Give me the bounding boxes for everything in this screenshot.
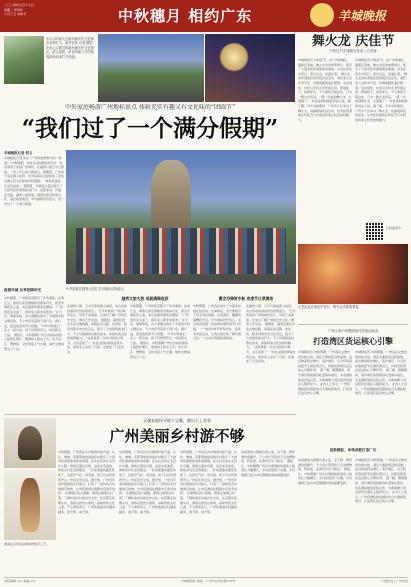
main-kicker: 中外家庭畅游广州地标景点 体验充实有趣又有文化味的“团圆节” bbox=[64, 104, 236, 111]
main-text-col4: 中秋假期，广州各区举办了丰富多彩的民俗活动。在海珠区，龙舟赛吸引了众多市民观看；在荔湾区，醒狮表演精彩纷呈。中外游客纷纷表示，在这里感受到了浓浓的中国传统节日氛围。 “广州的中秋节很有特色，有很多传统活动，让我们更好地了解中国文化。”一位来自英国的游客说。 bbox=[193, 304, 242, 341]
bottom-text-col1: 中秋假期，广州各区乡村旅游持续升温。从化、增城、花都等地的美丽乡村吸引了大批市民游客前来休闲度假。在从化区的生态设计小镇，游客们漫步田园，品尝农家美食，体验乡村生活的惬意。 “乡村游越来越受欢迎了，这里空气好、风景美，孩子们也玩得很开心。”市民张先生说。据介绍，广州近年来持续推进乡村振兴，打造了一批特色乡村旅游目的地，让市民游客在假期中有更多选择。 在增城区的小楼镇，游客们参观古村落，了解岭南乡村的历史文化；在花都区的塱头村，游客们欣赏古建筑，品味传统文化之美。不少游客表示，广州的美丽乡村越来越多，游不够、看不够。 bbox=[58, 450, 116, 514]
subhead-3: 赛龙夺锦贺中秋 欢度节日氛围浓 bbox=[218, 296, 274, 301]
right-mid-text-col2: 羊城晚报讯 中秋假期，广州各区文旅市场持续火热，湾区交通枢纽运转高效，货运物流稳步增长。南沙港区、白云机场等枢纽节点满负荷运行，持续发挥湾区货运核心引擎作用。 据了解，假期期间，南沙港区集装箱吞吐量保持高位，多条国际航线密集运营，为粤港澳大湾区经济发展注入强劲动力。 业内人士表示，广州将继续推进国际综合交通枢纽建设，打造湾区货运核心引擎。 bbox=[355, 350, 407, 396]
masthead-banner bbox=[0, 0, 411, 32]
moon-icon bbox=[310, 3, 334, 27]
lantern-decoration bbox=[219, 42, 249, 72]
qr-label: 扫码看更多 bbox=[386, 226, 402, 230]
right-top-headline: 舞火龙 庆佳节 bbox=[311, 34, 395, 49]
bottom-kicker: 灵魂家庭探寻地下宝藏，跳出天上故事 bbox=[143, 418, 211, 423]
right-mid-headline: 打造湾区货运核心引擎 bbox=[313, 336, 393, 346]
photo-craft-tourist bbox=[4, 418, 56, 468]
footer-mid: 羊城晚报社 地址：广州市东风东路733号 bbox=[180, 579, 236, 583]
bottom-text-col6: 羊城晚报讯 中秋假期，广州各区文旅市场持续火热，湾区交通枢纽运转高效，货运物流稳步增长。南沙港区、白云机场等枢纽节点满负荷运行，持续发挥湾区货运核心引擎作用。 据了解，假期期间，南沙港区集装箱吞吐量保持高位，多条国际航线密集运营，为粤港澳大湾区经济发展注入强劲动力。 业内人士表示，广州将继续推进国际综合交通枢纽建设，打造湾区货运核心引擎。 bbox=[355, 458, 407, 504]
photo-family-group bbox=[98, 34, 204, 102]
figure-decoration bbox=[20, 478, 40, 532]
bottom-divider bbox=[4, 414, 296, 415]
bottom-text-col2: 中秋假期，广州各区乡村旅游持续升温。从化、增城、花都等地的美丽乡村吸引了大批市民游客前来休闲度假。在从化区的生态设计小镇，游客们漫步田园，品尝农家美食，体验乡村生活的惬意。 “乡村游越来越受欢迎了，这里空气好、风景美，孩子们也玩得很开心。”市民张先生说。据介绍，广州近年来持续推进乡村振兴，打造了一批特色乡村旅游目的地，让市民游客在假期中有更多选择。 在增城区的小楼镇，游客们参观古村落，了解岭南乡村的历史文化；在花都区的塱头村，游客们欣赏古建筑，品味传统文化之美。不少游客表示，广州的美丽乡村越来越多，游不够、看不够。 bbox=[119, 450, 177, 514]
subhead-1: 夜游羊城 乐享团圆时光 bbox=[4, 288, 42, 292]
photo-doll-figure bbox=[4, 470, 56, 540]
footer-right: 订阅热线 | 广告热线 bbox=[381, 579, 408, 583]
bottom-photo-caption: 游客在乡村景点体验传统手工艺。 bbox=[4, 542, 50, 546]
banner-date-line: 星期二 甲辰年 bbox=[4, 7, 23, 12]
qr-code-icon bbox=[366, 222, 384, 240]
bottom-text-col5: 家庭游成为假期出游主流，亲子游、研学游热度攀升。不少家长带着孩子走进博物馆、科技馆，在游玩中学习知识。 据统计，中秋假期广州乡村旅游接待游客人数同比大幅增长，乡村民宿预订火爆，乡村旅游已成为市民假期休闲的重要选择。 bbox=[298, 458, 352, 485]
bottom-text-col3: 中秋假期，广州各区乡村旅游持续升温。从化、增城、花都等地的美丽乡村吸引了大批市民游客前来休闲度假。在从化区的生态设计小镇，游客们漫步田园，品尝农家美食，体验乡村生活的惬意。 “乡村游越来越受欢迎了，这里空气好、风景美，孩子们也玩得很开心。”市民张先生说。据介绍，广州近年来持续推进乡村振兴，打造了一批特色乡村旅游目的地，让市民游客在假期中有更多选择。 在增城区的小楼镇，游客们参观古村落，了解岭南乡村的历史文化；在花都区的塱头村，游客们欣赏古建筑，品味传统文化之美。不少游客表示，广州的美丽乡村越来越多，游不够、看不够。 bbox=[180, 450, 238, 514]
photo-fire-dragon bbox=[298, 244, 408, 304]
photo-wuyang-statue-group bbox=[66, 150, 296, 284]
brand-logo: 羊城晚报 bbox=[338, 9, 387, 23]
main-byline: 羊城晚报记者 何文 bbox=[4, 151, 33, 155]
banner-dates bbox=[4, 3, 48, 17]
photo-street-visitors bbox=[4, 36, 44, 84]
right-mid-text-col1: 羊城晚报讯 中秋假期，广州各区文旅市场持续火热，湾区交通枢纽运转高效，货运物流稳步增长。南沙港区、白云机场等枢纽节点满负荷运行，持续发挥湾区货运核心引擎作用。 据了解，假期期间，南沙港区集装箱吞吐量保持高位，多条国际航线密集运营，为粤港澳大湾区经济发展注入强劲动力。 业内人士表示，广州将继续推进国际综合交通枢纽建设，打造湾区货运核心引擎。 bbox=[298, 350, 352, 396]
footer-rule bbox=[4, 577, 408, 578]
right-top-text-col1: 羊城晚报讯 中秋佳节，在广州黄埔区、番禺区等地，舞火龙活动如期举行，吸引了大量市民和游客前来观看。火龙在夜色中穿行，香火点点，场面壮观。 舞火龙是岭南地区的传统民俗活动，寄托着人们祈求平安、风调雨顺的美好愿望。活动现场，村民们手持火龙穿街走巷，锣鼓喧天，热闹非凡。不少游客专程赶来，只为一睹火龙风采。 “第一次看到舞火龙，太震撼了！”来自深圳的游客刘女士说。据了解，今年中秋期间，广州多个区举办了舞火龙、烧番塔等民俗活动，让市民和游客在传统节日中感受岭南文化的独特魅力。 bbox=[298, 58, 352, 122]
banner-date-line: 八月十五 中秋节 bbox=[4, 12, 26, 16]
person-decoration bbox=[18, 426, 42, 460]
main-headline: “我们过了一个满分假期” bbox=[21, 115, 279, 142]
main-text-col5: 在越秀公园，五羊石像前游人如织，来自各地的游客纷纷拍照留念。“五羊传说是广州的城市名片，带孩子来看看，让他们了解广州的历史文化。”游客王先生说。 假期里，越秀区推出多条文旅线路，串联起北京路、农讲所、陈家祠等历史文化景点，吸引了大批游客前来打卡。不少外国游客也慕名而来，体验岭南文化的独特魅力。 “这是我第一次在中国过中秋节，太有意思了！”来自法国的游客皮埃尔说，他和家人品尝了月饼，还参加了灯会活动。 bbox=[246, 304, 296, 364]
banner-title: 中秋穗月 相约广东 bbox=[118, 7, 253, 25]
bottom-headline: 广州美丽乡村游不够 bbox=[109, 427, 245, 445]
section-divider bbox=[298, 324, 408, 325]
main-photo-caption: 中外游客在越秀公园五羊石像前合影留念。 bbox=[66, 287, 127, 291]
right-top-header bbox=[298, 34, 408, 56]
right-mid-kicker: 广州区域中秋假期接待游客创新高 bbox=[327, 329, 379, 333]
photo-night-crowd bbox=[205, 34, 295, 102]
footer-left: 本版编辑 xxx 美编 xxx bbox=[4, 579, 36, 583]
right-top-subhead: 中秋佳节花城舞龙喜迎八方游客 bbox=[329, 49, 377, 53]
main-text-col2: 在越秀公园，五羊石像前游人如织，来自各地的游客纷纷拍照留念。“五羊传说是广州的城市名片，带孩子来看看，让他们了解广州的历史文化。”游客王先生说。 假期里，越秀区推出多条文旅线路，串联起北京路、农讲所、陈家祠等历史文化景点，吸引了大批游客前来打卡。不少外国游客也慕名而来，体验岭南文化的独特魅力。 “这是我第一次在中国过中秋节，太有意思了！”来自法国的游客皮埃尔说，他和家人品尝了月饼，还参加了灯会活动。 bbox=[67, 304, 127, 354]
tourist-group-decoration bbox=[76, 228, 286, 274]
main-text-col1: 中秋假期，广州的夜景吸引了许多游客。在珠江边，游客们乘坐游船欣赏两岸灯光，感受羊城夜色之美。来自美国的游客安娜说：“广州的夜景太美了，我和家人都非常喜欢。” 在天河、海珠等地，各大商圈也推出了丰富的中秋主题活动。不少市民带着孩子逛灯会、猜灯谜，感受浓浓的节日氛围。“今年中秋我们一家人一起出来，孩子玩得很开心。”市民陈女士说。 据统计，中秋假期广州全市接待游客人数同比增长，旅游收入稳步上升。各大景区、博物馆、文化场馆人气火爆，城市文旅消费活力十足。 bbox=[4, 296, 64, 351]
fire-dragon-caption: 火龙队伍在夜色中穿行，吸引众多游客观看。 bbox=[298, 305, 362, 309]
main-intro-text: 羊城晚报记者 何文 “广州和我想象中的一样美！”中秋假期，来自北京的游客李先生一家带着孩子来到广州游玩。在越秀公园五羊石像前，一家人开心地合影留念。假期里，广州各大景点游人如织，中外家庭在这里体验了充实有趣又有文化味的中秋假期。 “城市有温度，生活有品质”，假期里，羊城各大景区吸引了大批市民和游客前来打卡。在陈家祠、沙面、北京路、越秀公园等地，游客们感受岭南文化、品尝地道美食。中外游客纷纷表示，在广州过了一个满分假期。 bbox=[4, 156, 64, 206]
left-top-caption: 东山口的游人在新河浦历史文化街区参观打卡。新华社发 记者 摄影 在东山口附近的新河浦历史文化街区，游人如织，来自四面八方的游客纷纷前来打卡拍照。 bbox=[46, 37, 94, 59]
banner-date-line: 二〇二四年九月十七日 bbox=[4, 3, 35, 7]
bottom-text-col4: 家庭游成为假期出游主流，亲子游、研学游热度攀升。不少家长带着孩子走进博物馆、科技馆，在游玩中学习知识。 据统计，中秋假期广州乡村旅游接待游客人数同比大幅增长，乡村民宿预订火爆，乡村旅游已成为市民假期休闲的重要选择。 bbox=[241, 450, 296, 477]
subhead-2: 越秀文旅火热 成就满满收获 bbox=[121, 296, 169, 301]
main-text-col3: 中秋假期，广州的夜景吸引了许多游客。在珠江边，游客们乘坐游船欣赏两岸灯光，感受羊城夜色之美。来自美国的游客安娜说：“广州的夜景太美了，我和家人都非常喜欢。” 在天河、海珠等地，各大商圈也推出了丰富的中秋主题活动。不少市民带着孩子逛灯会、猜灯谜，感受浓浓的节日氛围。“今年中秋我们一家人一起出来，孩子玩得很开心。”市民陈女士说。 据统计，中秋假期广州全市接待游客人数同比增长，旅游收入稳步上升。各大景区、博物馆、文化场馆人气火爆，城市文旅消费活力十足。 bbox=[130, 304, 190, 359]
right-top-text-col2: 羊城晚报讯 中秋佳节，在广州黄埔区、番禺区等地，舞火龙活动如期举行，吸引了大量市民和游客前来观看。火龙在夜色中穿行，香火点点，场面壮观。 舞火龙是岭南地区的传统民俗活动，寄托着人们祈求平安、风调雨顺的美好愿望。活动现场，村民们手持火龙穿街走巷，锣鼓喧天，热闹非凡。不少游客专程赶来，只为一睹火龙风采。 “第一次看到舞火龙，太震撼了！”来自深圳的游客刘女士说。据了解，今年中秋期间，广州多个区举办了舞火龙、烧番塔等民俗活动，让市民和游客在传统节日中感受岭南文化的独特魅力。 bbox=[355, 58, 408, 122]
page-footer bbox=[4, 579, 408, 586]
right-mid-footer-head: 创新赋能，串珠成链打造广东 bbox=[329, 448, 377, 452]
statue-decoration bbox=[151, 160, 191, 228]
